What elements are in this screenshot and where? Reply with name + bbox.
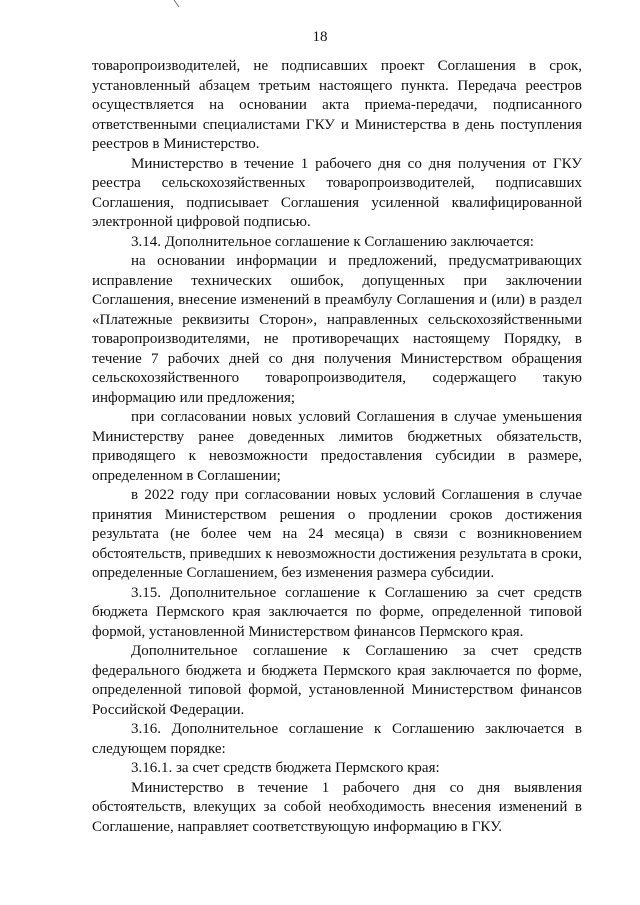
page-number: 18 [312,29,328,45]
document-body [92,57,582,837]
paragraph: 3.16.1. за счет средств бюджета Пермского края: [131,760,440,776]
paragraph: 3.15. Дополнительное соглашение к Соглашению за счет средств бюджета Пермского края заключается по форме, определенной типовой формой, установленной Министерством финансов Пермского края. [92,584,582,640]
paragraph: при согласовании новых условий Соглашения в случае уменьшения Министерству ранее доведенных лимитов бюджетных обязательств, приводящего к невозможности предоставления субсидии в размере, определенном в Соглашении; [92,409,582,484]
paragraph: 3.14. Дополнительное соглашение к Соглашению заключается: [131,233,534,250]
paragraph: Министерство в течение 1 рабочего дня со дня выявления обстоятельств, влекущих за собой необходимость внесения изменений в Соглашение, направляет соответствующую информацию в ГКУ. [92,779,582,835]
paragraph: 3.16. Дополнительное соглашение к Соглашению заключается в следующем порядке: [92,721,582,757]
scan-mark [164,0,180,7]
paragraph: Дополнительное соглашение к Соглашению за счет средств федерального бюджета и бюджета Пермского края заключается по форме, определенной типовой формой, установленной Министерством финансов Российской Федерации. [92,643,582,718]
paragraph: на основании информации и предложений, предусматривающих исправление технических ошибок, допущенных при заключении Соглашения, внесение изменений в преамбулу Соглашения и (или) в раздел «Платежные реквизиты Сторон», направленных сельскохозяйственными товаропроизводителями, не противоречащих настоящему Порядку, в течение 7 рабочих дней со дня получения Министерством обращения сельскохозяйственного товаропроизводителя, содержащего такую информацию или предложения; [92,253,582,406]
paragraph: Министерство в течение 1 рабочего дня со дня получения от ГКУ реестра сельскохозяйственных товаропроизводителей, подписавших Соглашения, подписывает Соглашения усиленной квалифицированной электронной цифровой подписью. [92,155,582,230]
paragraph: товаропроизводителей, не подписавших проект Соглашения в срок, установленный абзацем третьим настоящего пункта. Передача реестров осуществляется на основании акта приема-передачи, подписанного ответственными специалистами ГКУ и Министерства в день поступления реестров в Министерство. [92,58,582,152]
paragraph: в 2022 году при согласовании новых условий Соглашения в случае принятия Министерством решения о продлении сроков достижения результата (не более чем на 24 месяца) в связи с возникновением обстоятельств, приведших к невозможности достижения результата в сроки, определенные Соглашением, без изменения размера субсидии. [92,487,582,581]
